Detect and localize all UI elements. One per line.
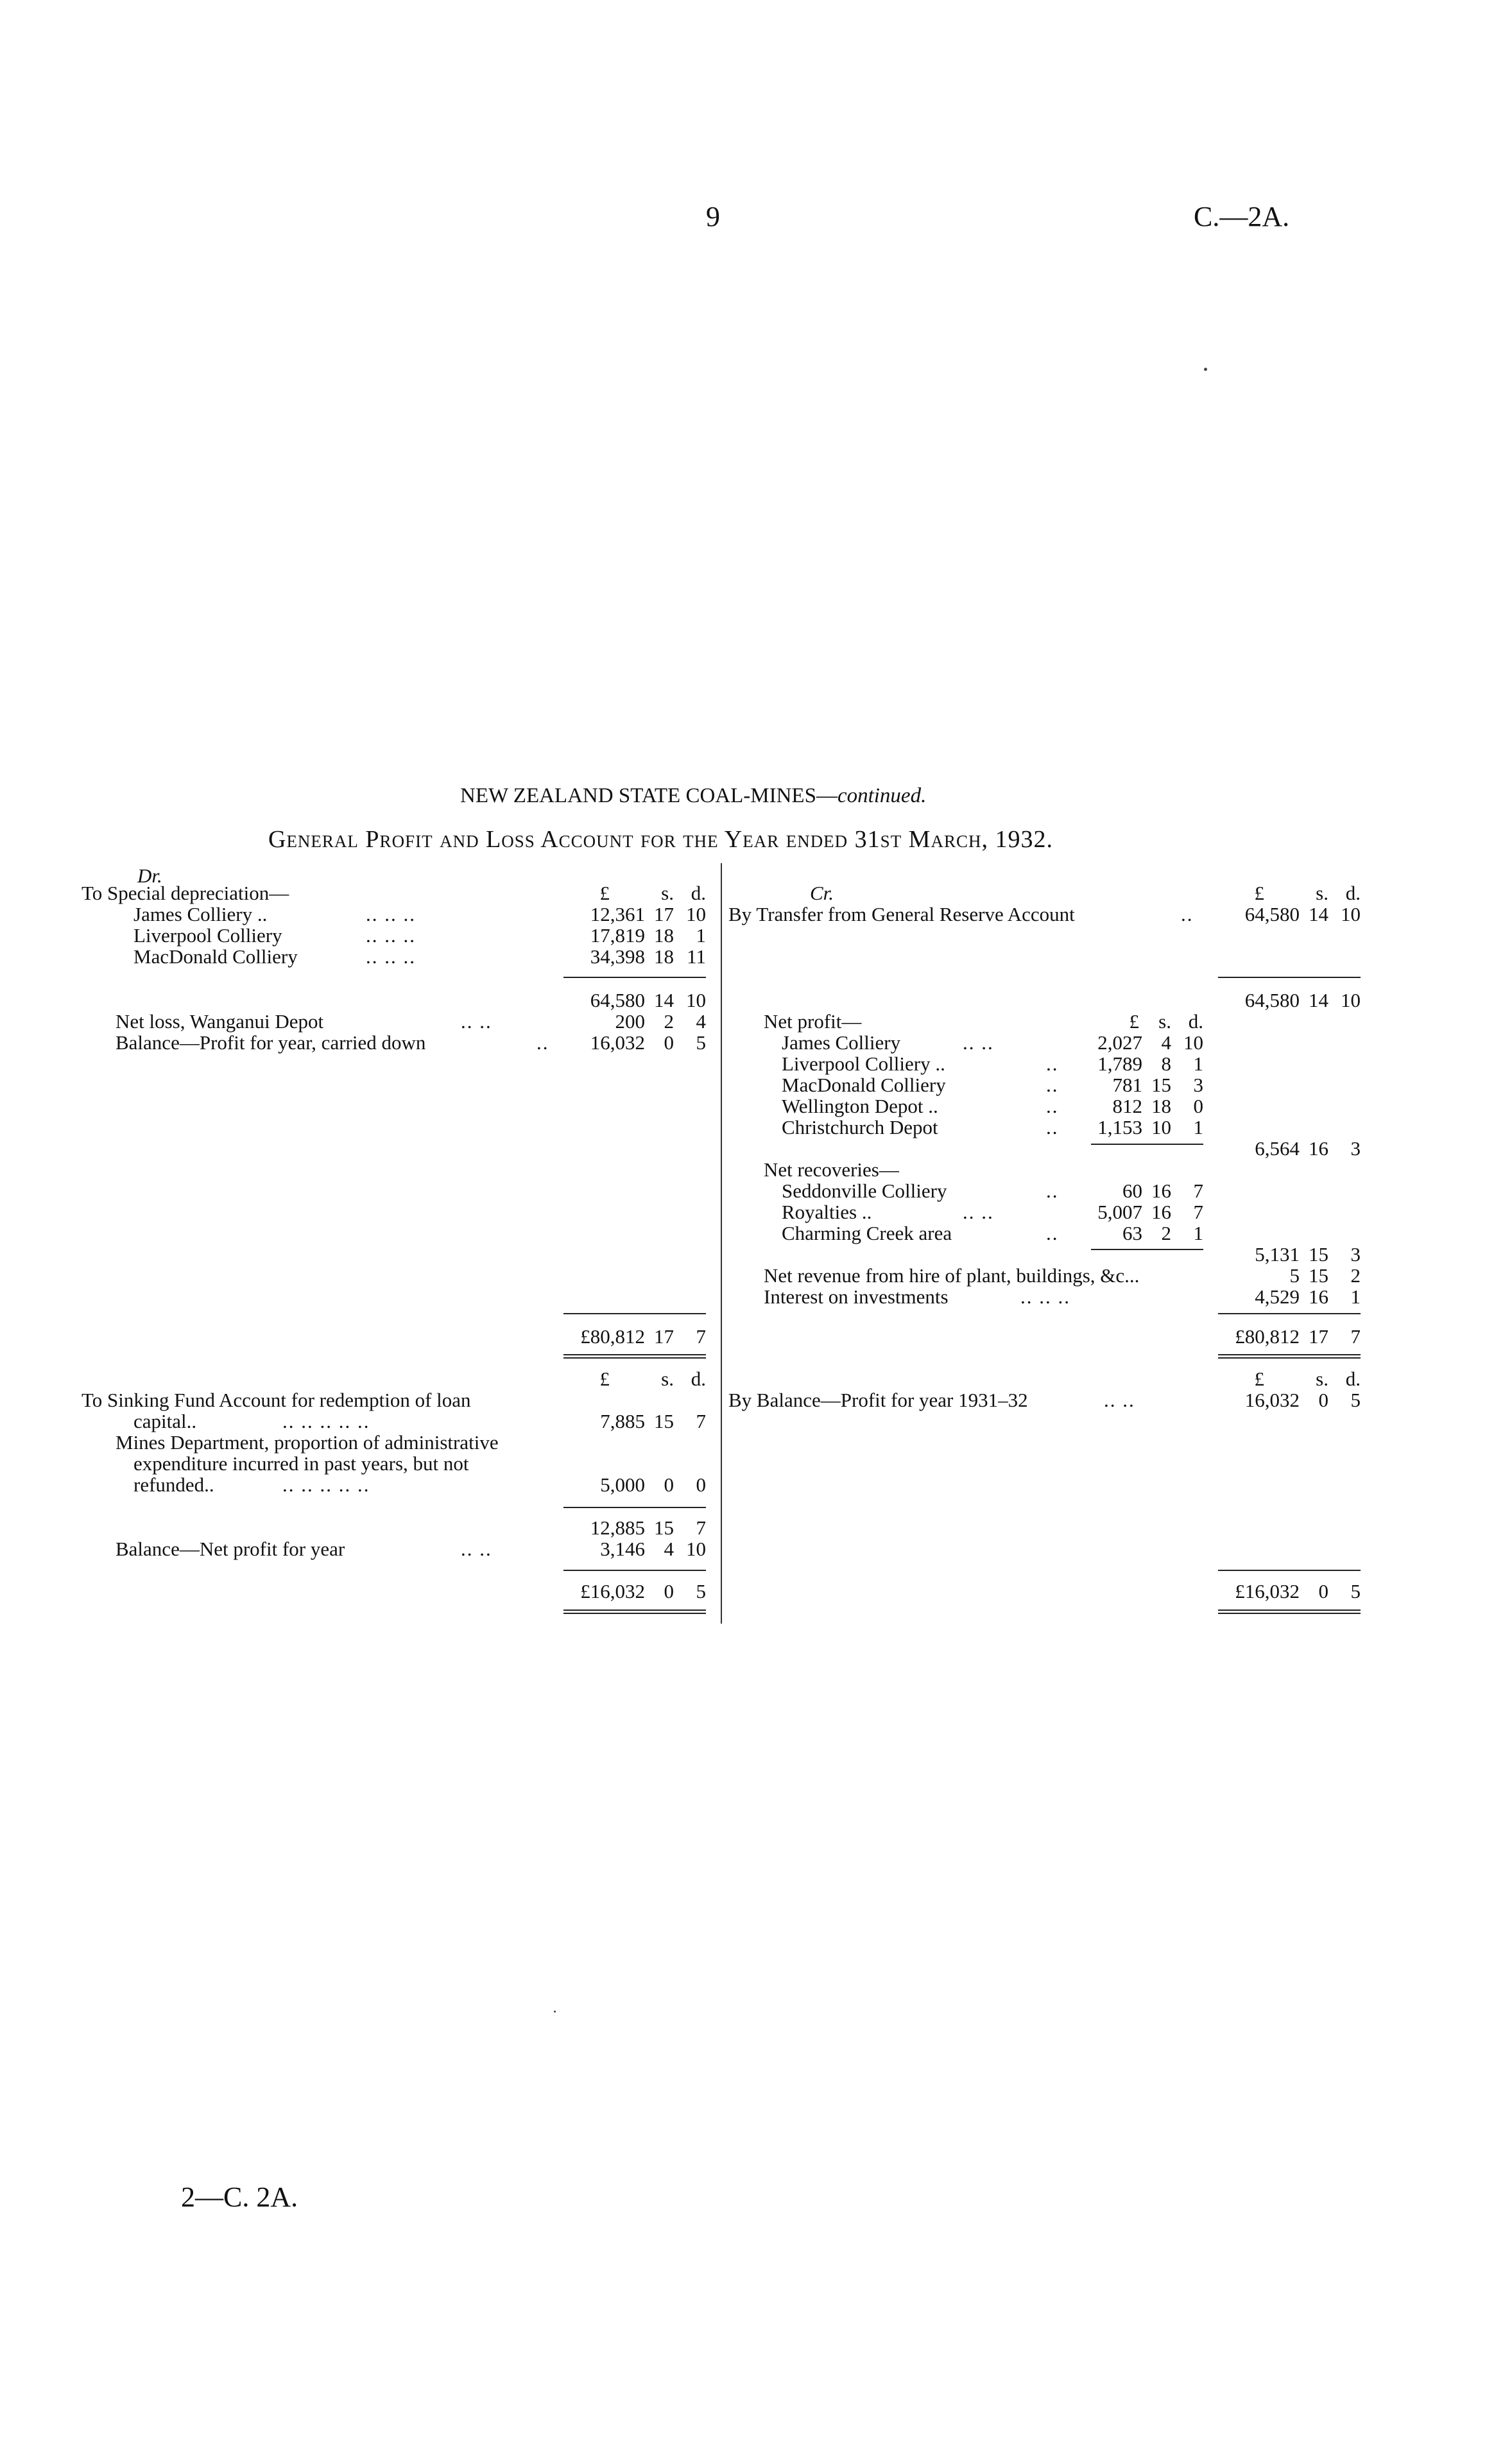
by-balance-label: By Balance—Profit for year 1931–32: [728, 1389, 1028, 1411]
mines-dept-label: Mines Department, proportion of administrative: [116, 1431, 499, 1454]
subtotal-s: 14: [654, 989, 674, 1011]
r-total-double-rule: [1218, 1354, 1361, 1359]
profit-item-s: 18: [1151, 1095, 1171, 1117]
by-balance-pound: 16,032: [1244, 1389, 1300, 1411]
net-profit-heading: Net profit—: [764, 1010, 862, 1033]
sinking-fund-dots: .. .. .. .. ..: [282, 1410, 370, 1432]
col-pound-header: £: [599, 882, 610, 904]
recovery-item-pound: 60: [1122, 1180, 1142, 1202]
r-col2-pence-header: d.: [1345, 1368, 1361, 1390]
hire-revenue-label: Net revenue from hire of plant, buildings, &c...: [764, 1264, 1140, 1287]
dep-item-s: 18: [654, 945, 674, 968]
r-col-pence-header: d.: [1345, 882, 1361, 904]
total2-double-rule: [563, 1610, 706, 1614]
profit-item-d: 0: [1193, 1095, 1203, 1117]
profit-total-s: 16: [1309, 1137, 1328, 1160]
inner-pound-header: £: [1129, 1010, 1139, 1033]
speck: [554, 2011, 556, 2013]
total-pound: £80,812: [580, 1325, 645, 1348]
col-pence-header: d.: [691, 882, 706, 904]
total2-pound: £16,032: [580, 1580, 645, 1602]
dep-item-pound: 17,819: [590, 924, 645, 947]
r-total-rule: [1218, 1313, 1361, 1314]
credit-label: Cr.: [810, 882, 834, 904]
net-profit-year-pound: 3,146: [600, 1538, 645, 1560]
special-depreciation-heading: To Special depreciation—: [82, 882, 289, 904]
transfer-s: 14: [1309, 903, 1328, 925]
subtotal-d: 10: [686, 989, 706, 1011]
document-reference: C.—2A.: [1194, 201, 1290, 232]
total2-rule: [563, 1570, 706, 1571]
balance-dots: ..: [537, 1031, 549, 1054]
hire-revenue-d: 2: [1350, 1264, 1361, 1287]
profit-item-d: 10: [1183, 1031, 1203, 1054]
mines-dept-pound: 5,000: [600, 1473, 645, 1496]
profit-total-pound: 6,564: [1255, 1137, 1300, 1160]
recoveries-total-pound: 5,131: [1255, 1243, 1300, 1266]
recovery-item-pound: 5,007: [1097, 1201, 1142, 1223]
profit-item-pound: 781: [1112, 1074, 1142, 1096]
profit-item-dots: ..: [1046, 1052, 1059, 1075]
recovery-item-dots: .. ..: [963, 1201, 994, 1223]
sinking-fund-label: To Sinking Fund Account for redemption of loan: [82, 1389, 471, 1411]
page-number: 9: [706, 201, 720, 232]
dep-item-dots: .. .. ..: [366, 945, 416, 968]
transfer-dots: ..: [1181, 903, 1194, 925]
balance-pound: 16,032: [590, 1031, 645, 1054]
net-loss-dots: .. ..: [461, 1010, 492, 1033]
recovery-item-dots: ..: [1046, 1180, 1059, 1202]
net-profit-year-label: Balance—Net profit for year: [116, 1538, 345, 1560]
sinking-fund-d: 7: [696, 1410, 706, 1432]
total2-s: 0: [664, 1580, 674, 1602]
r-subtotal-d: 10: [1341, 989, 1361, 1011]
dep-item-s: 17: [654, 903, 674, 925]
by-balance-s: 0: [1318, 1389, 1328, 1411]
sinking-fund-s: 15: [654, 1410, 674, 1432]
recovery-item-label: Royalties ..: [782, 1201, 872, 1223]
r-col2-pound-header: £: [1254, 1368, 1264, 1390]
sinking-fund-pound: 7,885: [600, 1410, 645, 1432]
r-total-d: 7: [1350, 1325, 1361, 1348]
speck: [1204, 368, 1207, 371]
recovery-item-s: 2: [1161, 1222, 1171, 1244]
total-d: 7: [696, 1325, 706, 1348]
hire-revenue-s: 15: [1309, 1264, 1328, 1287]
dep-item-label: James Colliery ..: [133, 903, 268, 925]
dep-item-s: 18: [654, 924, 674, 947]
col2-pound-header: £: [599, 1368, 610, 1390]
dep-item-pound: 34,398: [590, 945, 645, 968]
profit-item-s: 4: [1161, 1031, 1171, 1054]
debit-label: Dr.: [137, 864, 162, 887]
profit-item-d: 3: [1193, 1074, 1203, 1096]
recovery-item-d: 7: [1193, 1180, 1203, 1202]
total-s: 17: [654, 1325, 674, 1348]
r-total2-d: 5: [1350, 1580, 1361, 1602]
profit-item-label: Christchurch Depot: [782, 1116, 938, 1138]
profit-item-pound: 2,027: [1097, 1031, 1142, 1054]
balance-s: 0: [664, 1031, 674, 1054]
balance-d: 5: [696, 1031, 706, 1054]
dep-item-d: 10: [686, 903, 706, 925]
profit-item-label: MacDonald Colliery: [782, 1074, 946, 1096]
interest-dots: .. .. ..: [1020, 1285, 1070, 1308]
subtotal2-d: 7: [696, 1516, 706, 1539]
subtotal-rule: [563, 977, 706, 978]
mines-dept-d: 0: [696, 1473, 706, 1496]
r-total-s: 17: [1309, 1325, 1328, 1348]
dep-item-d: 1: [696, 924, 706, 947]
profit-subtotal-rule: [1091, 1144, 1203, 1145]
col2-pence-header: d.: [691, 1368, 706, 1390]
profit-item-s: 8: [1161, 1052, 1171, 1075]
transfer-pound: 64,580: [1244, 903, 1300, 925]
sinking-fund-label-cont: capital..: [133, 1410, 197, 1432]
subtotal2-pound: 12,885: [590, 1516, 645, 1539]
by-balance-d: 5: [1350, 1389, 1361, 1411]
transfer-d: 10: [1341, 903, 1361, 925]
net-profit-year-dots: .. ..: [461, 1538, 492, 1560]
recoveries-heading: Net recoveries—: [764, 1158, 899, 1181]
profit-item-label: Liverpool Colliery ..: [782, 1052, 945, 1075]
mines-dept-dots: .. .. .. .. ..: [282, 1473, 370, 1496]
hire-revenue-pound: 5: [1289, 1264, 1300, 1287]
r-col2-shillings-header: s.: [1316, 1368, 1328, 1390]
profit-item-dots: ..: [1046, 1095, 1059, 1117]
interest-label: Interest on investments: [764, 1285, 949, 1308]
recoveries-total-d: 3: [1350, 1243, 1361, 1266]
recoveries-total-s: 15: [1309, 1243, 1328, 1266]
r-total2-double-rule: [1218, 1610, 1361, 1614]
subtotal2-s: 15: [654, 1516, 674, 1539]
r-subtotal-rule: [1218, 977, 1361, 978]
r-total2-rule: [1218, 1570, 1361, 1571]
dep-item-label: MacDonald Colliery: [133, 945, 298, 968]
mines-dept-label-cont: expenditure incurred in past years, but not: [133, 1452, 469, 1475]
col2-shillings-header: s.: [661, 1368, 674, 1390]
by-balance-dots: .. ..: [1104, 1389, 1135, 1411]
r-col-shillings-header: s.: [1316, 882, 1328, 904]
inner-s-header: s.: [1158, 1010, 1171, 1033]
r-total2-pound: £16,032: [1235, 1580, 1300, 1602]
dep-item-pound: 12,361: [590, 903, 645, 925]
profit-item-s: 10: [1151, 1116, 1171, 1138]
mines-dept-s: 0: [664, 1473, 674, 1496]
recovery-item-dots: ..: [1046, 1222, 1059, 1244]
profit-item-dots: ..: [1046, 1074, 1059, 1096]
net-profit-year-d: 10: [686, 1538, 706, 1560]
net-loss-d: 4: [696, 1010, 706, 1033]
profit-item-pound: 1,789: [1097, 1052, 1142, 1075]
recovery-item-pound: 63: [1122, 1222, 1142, 1244]
profit-item-s: 15: [1151, 1074, 1171, 1096]
profit-item-d: 1: [1193, 1116, 1203, 1138]
recovery-item-d: 7: [1193, 1201, 1203, 1223]
total-rule: [563, 1313, 706, 1314]
profit-item-label: James Colliery: [782, 1031, 901, 1054]
interest-pound: 4,529: [1255, 1285, 1300, 1308]
account-title: General Profit and Loss Account for the Year ended 31st March, 1932.: [268, 826, 1053, 853]
interest-d: 1: [1350, 1285, 1361, 1308]
recovery-item-d: 1: [1193, 1222, 1203, 1244]
profit-item-dots: .. ..: [963, 1031, 994, 1054]
recovery-item-s: 16: [1151, 1201, 1171, 1223]
dep-item-dots: .. .. ..: [366, 903, 416, 925]
net-loss-label: Net loss, Wanganui Depot: [116, 1010, 324, 1033]
col-shillings-header: s.: [661, 882, 674, 904]
recoveries-subtotal-rule: [1091, 1249, 1203, 1250]
profit-item-pound: 1,153: [1097, 1116, 1142, 1138]
r-subtotal-s: 14: [1309, 989, 1328, 1011]
r-col-pound-header: £: [1254, 882, 1264, 904]
inner-d-header: d.: [1188, 1010, 1203, 1033]
profit-item-pound: 812: [1112, 1095, 1142, 1117]
footer-signature: 2—C. 2A.: [181, 2181, 298, 2213]
r-total2-s: 0: [1318, 1580, 1328, 1602]
section-title-main: NEW ZEALAND STATE COAL-MINES—: [460, 784, 838, 807]
r-subtotal-pound: 64,580: [1244, 989, 1300, 1011]
section-title-continued: continued.: [837, 784, 927, 807]
transfer-label: By Transfer from General Reserve Account: [728, 903, 1075, 925]
profit-item-d: 1: [1193, 1052, 1203, 1075]
dep-item-label: Liverpool Colliery: [133, 924, 282, 947]
profit-item-dots: ..: [1046, 1116, 1059, 1138]
net-profit-year-s: 4: [664, 1538, 674, 1560]
subtotal-pound: 64,580: [590, 989, 645, 1011]
profit-item-label: Wellington Depot ..: [782, 1095, 938, 1117]
recovery-item-label: Seddonville Colliery: [782, 1180, 947, 1202]
subtotal2-rule: [563, 1507, 706, 1508]
net-loss-pound: 200: [615, 1010, 645, 1033]
balance-label: Balance—Profit for year, carried down: [116, 1031, 426, 1054]
mines-dept-label-end: refunded..: [133, 1473, 214, 1496]
profit-total-d: 3: [1350, 1137, 1361, 1160]
dep-item-d: 11: [687, 945, 706, 968]
section-title: [460, 784, 926, 808]
dep-item-dots: .. .. ..: [366, 924, 416, 947]
r-total-pound: £80,812: [1235, 1325, 1300, 1348]
column-divider: [721, 863, 722, 1624]
interest-s: 16: [1309, 1285, 1328, 1308]
recovery-item-s: 16: [1151, 1180, 1171, 1202]
recovery-item-label: Charming Creek area: [782, 1222, 952, 1244]
total2-d: 5: [696, 1580, 706, 1602]
net-loss-s: 2: [664, 1010, 674, 1033]
total-double-rule: [563, 1354, 706, 1359]
